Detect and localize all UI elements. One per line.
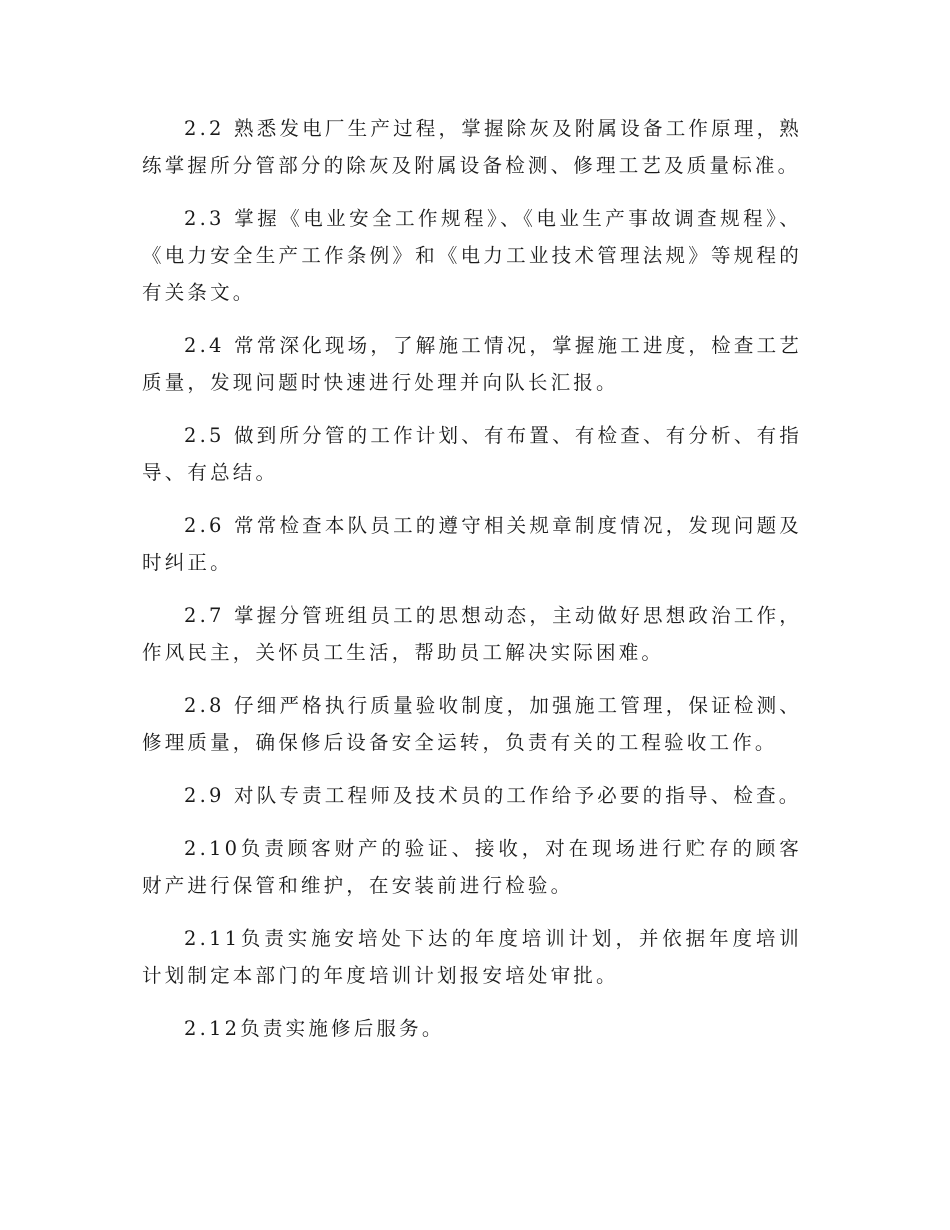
- paragraph-2-5: 2.5 做到所分管的工作计划、有布置、有检查、有分析、有指导、有总结。: [142, 424, 802, 484]
- paragraph-2-11: 2.11负责实施安培处下达的年度培训计划，并依据年度培训计划制定本部门的年度培训计划报安培处审批。: [142, 927, 802, 987]
- paragraph-2-8: 2.8 仔细严格执行质量验收制度，加强施工管理，保证检测、修理质量，确保修后设备安全运转，负责有关的工程验收工作。: [142, 694, 802, 754]
- paragraph-2-10: 2.10负责顾客财产的验证、接收，对在现场进行贮存的顾客财产进行保管和维护，在安装前进行检验。: [142, 837, 802, 897]
- paragraph-2-12: 2.12负责实施修后服务。: [184, 1017, 445, 1040]
- paragraph-2-2: 2.2 熟悉发电厂生产过程，掌握除灰及附属设备工作原理，熟练掌握所分管部分的除灰及附属设备检测、修理工艺及质量标准。: [142, 117, 802, 177]
- paragraph-2-6: 2.6 常常检查本队员工的遵守相关规章制度情况，发现问题及时纠正。: [142, 514, 802, 574]
- paragraph-2-3: 2.3 掌握《电业安全工作规程》、《电业生产事故调查规程》、《电力安全生产工作条例》和《电力工业技术管理法规》等规程的有关条文。: [142, 207, 802, 304]
- paragraph-2-7: 2.7 掌握分管班组员工的思想动态，主动做好思想政治工作，作风民主，关怀员工生活，帮助员工解决实际困难。: [142, 604, 802, 664]
- document-body: [142, 110, 802, 1063]
- paragraph-2-9: 2.9 对队专责工程师及技术员的工作给予必要的指导、检查。: [184, 784, 802, 807]
- paragraph-2-4: 2.4 常常深化现场，了解施工情况，掌握施工进度，检查工艺质量，发现问题时快速进行处理并向队长汇报。: [142, 334, 802, 394]
